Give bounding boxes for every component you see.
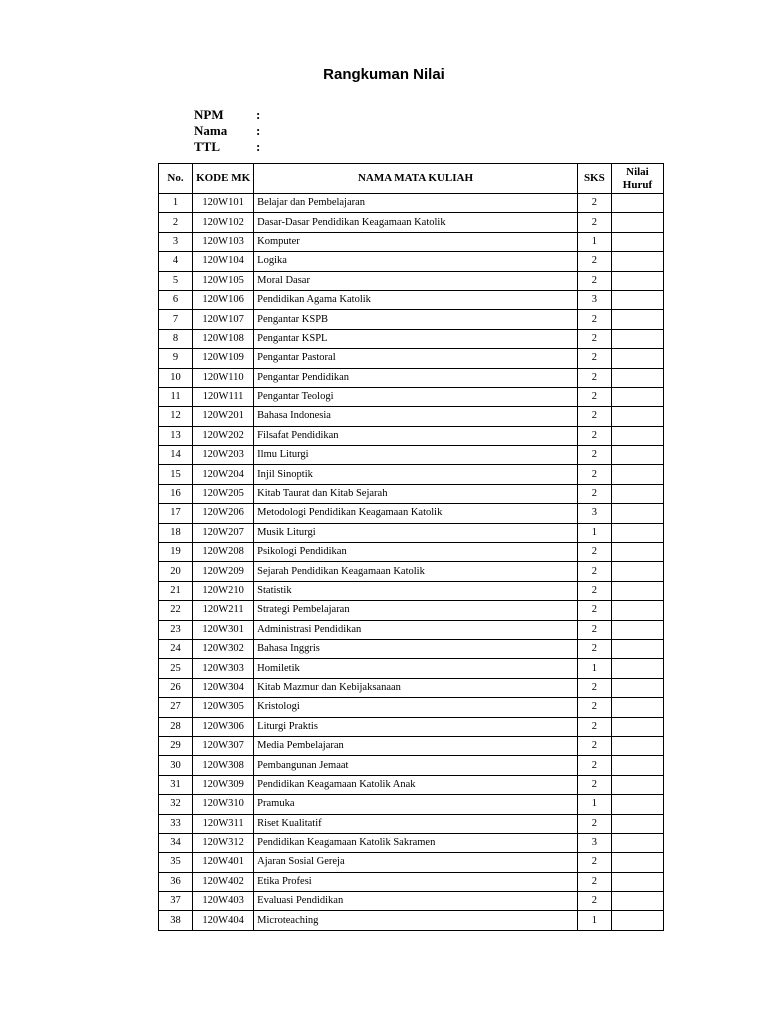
cell-no: 20: [159, 562, 193, 581]
grades-table: [158, 163, 664, 931]
cell-sks: 2: [577, 736, 611, 755]
cell-kode-mk: 120W210: [193, 581, 254, 600]
cell-kode-mk: 120W106: [193, 290, 254, 309]
cell-nama-mata-kuliah: Pengantar Pastoral: [254, 349, 578, 368]
cell-kode-mk: 120W107: [193, 310, 254, 329]
cell-nama-mata-kuliah: Ajaran Sosial Gereja: [254, 853, 578, 872]
cell-sks: 3: [577, 504, 611, 523]
cell-nilai-huruf: [611, 853, 663, 872]
cell-kode-mk: 120W401: [193, 853, 254, 872]
table-row: [159, 678, 664, 697]
cell-no: 36: [159, 872, 193, 891]
cell-kode-mk: 120W303: [193, 659, 254, 678]
cell-no: 37: [159, 892, 193, 911]
cell-sks: 2: [577, 698, 611, 717]
table-row: [159, 426, 664, 445]
info-row-ttl: [194, 139, 260, 155]
info-row-npm: [194, 107, 260, 123]
cell-nilai-huruf: [611, 504, 663, 523]
cell-nilai-huruf: [611, 620, 663, 639]
cell-sks: 1: [577, 659, 611, 678]
header-sks: SKS: [577, 164, 611, 194]
cell-kode-mk: 120W309: [193, 775, 254, 794]
table-row: [159, 775, 664, 794]
table-row: [159, 407, 664, 426]
cell-no: 9: [159, 349, 193, 368]
cell-nilai-huruf: [611, 775, 663, 794]
cell-sks: 2: [577, 872, 611, 891]
header-nilai-line1: Nilai: [626, 165, 649, 178]
cell-nama-mata-kuliah: Evaluasi Pendidikan: [254, 892, 578, 911]
cell-no: 22: [159, 601, 193, 620]
table-header-row: [159, 164, 664, 194]
cell-nilai-huruf: [611, 329, 663, 348]
cell-sks: 2: [577, 853, 611, 872]
cell-nilai-huruf: [611, 484, 663, 503]
cell-kode-mk: 120W404: [193, 911, 254, 930]
cell-nama-mata-kuliah: Homiletik: [254, 659, 578, 678]
cell-nilai-huruf: [611, 892, 663, 911]
table-row: [159, 543, 664, 562]
cell-no: 15: [159, 465, 193, 484]
table-row: [159, 601, 664, 620]
info-row-nama: [194, 123, 260, 139]
cell-kode-mk: 120W111: [193, 387, 254, 406]
cell-no: 23: [159, 620, 193, 639]
cell-sks: 2: [577, 717, 611, 736]
cell-kode-mk: 120W312: [193, 833, 254, 852]
cell-nama-mata-kuliah: Pengantar Pendidikan: [254, 368, 578, 387]
cell-nama-mata-kuliah: Kristologi: [254, 698, 578, 717]
cell-nama-mata-kuliah: Administrasi Pendidikan: [254, 620, 578, 639]
cell-nama-mata-kuliah: Liturgi Praktis: [254, 717, 578, 736]
cell-sks: 3: [577, 290, 611, 309]
cell-sks: 1: [577, 911, 611, 930]
cell-kode-mk: 120W201: [193, 407, 254, 426]
cell-nama-mata-kuliah: Statistik: [254, 581, 578, 600]
cell-no: 26: [159, 678, 193, 697]
cell-nilai-huruf: [611, 465, 663, 484]
table-row: [159, 795, 664, 814]
cell-no: 30: [159, 756, 193, 775]
cell-sks: 2: [577, 543, 611, 562]
cell-nilai-huruf: [611, 252, 663, 271]
cell-nilai-huruf: [611, 310, 663, 329]
info-label: Nama: [194, 123, 228, 138]
cell-nilai-huruf: [611, 581, 663, 600]
cell-nama-mata-kuliah: Sejarah Pendidikan Keagamaan Katolik: [254, 562, 578, 581]
cell-no: 32: [159, 795, 193, 814]
table-row: [159, 329, 664, 348]
cell-kode-mk: 120W205: [193, 484, 254, 503]
cell-sks: 2: [577, 329, 611, 348]
cell-nilai-huruf: [611, 387, 663, 406]
cell-nama-mata-kuliah: Moral Dasar: [254, 271, 578, 290]
cell-sks: 2: [577, 407, 611, 426]
cell-sks: 2: [577, 252, 611, 271]
header-no: No.: [159, 164, 193, 194]
table-row: [159, 271, 664, 290]
cell-nilai-huruf: [611, 543, 663, 562]
cell-nama-mata-kuliah: Media Pembelajaran: [254, 736, 578, 755]
cell-no: 7: [159, 310, 193, 329]
cell-sks: 2: [577, 426, 611, 445]
cell-kode-mk: 120W202: [193, 426, 254, 445]
cell-no: 5: [159, 271, 193, 290]
table-row: [159, 349, 664, 368]
cell-kode-mk: 120W211: [193, 601, 254, 620]
cell-kode-mk: 120W305: [193, 698, 254, 717]
cell-nilai-huruf: [611, 601, 663, 620]
cell-kode-mk: 120W102: [193, 213, 254, 232]
cell-nama-mata-kuliah: Injil Sinoptik: [254, 465, 578, 484]
cell-nilai-huruf: [611, 194, 663, 213]
table-row: [159, 639, 664, 658]
cell-sks: 2: [577, 581, 611, 600]
table-row: [159, 213, 664, 232]
cell-kode-mk: 120W302: [193, 639, 254, 658]
info-separator: :: [256, 107, 261, 122]
cell-kode-mk: 120W101: [193, 194, 254, 213]
cell-no: 35: [159, 853, 193, 872]
cell-sks: 2: [577, 562, 611, 581]
cell-nama-mata-kuliah: Pengantar KSPB: [254, 310, 578, 329]
header-nilai-huruf: [611, 164, 663, 194]
table-row: [159, 387, 664, 406]
cell-nama-mata-kuliah: Microteaching: [254, 911, 578, 930]
header-kode-mk: KODE MK: [193, 164, 254, 194]
cell-sks: 1: [577, 795, 611, 814]
cell-nama-mata-kuliah: Kitab Mazmur dan Kebijaksanaan: [254, 678, 578, 697]
table-row: [159, 523, 664, 542]
cell-nama-mata-kuliah: Musik Liturgi: [254, 523, 578, 542]
info-label: NPM: [194, 107, 224, 122]
cell-no: 1: [159, 194, 193, 213]
cell-sks: 2: [577, 310, 611, 329]
cell-no: 27: [159, 698, 193, 717]
cell-no: 2: [159, 213, 193, 232]
cell-nilai-huruf: [611, 717, 663, 736]
page-title: Rangkuman Nilai: [323, 66, 445, 83]
table-row: [159, 853, 664, 872]
table-row: [159, 310, 664, 329]
cell-sks: 2: [577, 194, 611, 213]
cell-sks: 2: [577, 387, 611, 406]
cell-sks: 2: [577, 601, 611, 620]
cell-kode-mk: 120W207: [193, 523, 254, 542]
cell-no: 21: [159, 581, 193, 600]
cell-nama-mata-kuliah: Pengantar Teologi: [254, 387, 578, 406]
cell-no: 34: [159, 833, 193, 852]
cell-nama-mata-kuliah: Kitab Taurat dan Kitab Sejarah: [254, 484, 578, 503]
cell-nilai-huruf: [611, 659, 663, 678]
table-row: [159, 484, 664, 503]
cell-nama-mata-kuliah: Komputer: [254, 232, 578, 251]
cell-sks: 2: [577, 678, 611, 697]
cell-sks: 1: [577, 523, 611, 542]
cell-nilai-huruf: [611, 698, 663, 717]
cell-nama-mata-kuliah: Pendidikan Agama Katolik: [254, 290, 578, 309]
info-separator: :: [256, 139, 261, 154]
cell-kode-mk: 120W304: [193, 678, 254, 697]
cell-sks: 2: [577, 892, 611, 911]
cell-kode-mk: 120W110: [193, 368, 254, 387]
cell-no: 12: [159, 407, 193, 426]
cell-nilai-huruf: [611, 290, 663, 309]
cell-no: 4: [159, 252, 193, 271]
cell-nilai-huruf: [611, 407, 663, 426]
cell-nama-mata-kuliah: Pendidikan Keagamaan Katolik Sakramen: [254, 833, 578, 852]
cell-no: 28: [159, 717, 193, 736]
cell-sks: 2: [577, 775, 611, 794]
cell-no: 10: [159, 368, 193, 387]
cell-kode-mk: 120W109: [193, 349, 254, 368]
cell-sks: 2: [577, 368, 611, 387]
cell-nilai-huruf: [611, 814, 663, 833]
cell-sks: 2: [577, 349, 611, 368]
cell-kode-mk: 120W105: [193, 271, 254, 290]
cell-nilai-huruf: [611, 756, 663, 775]
cell-nama-mata-kuliah: Riset Kualitatif: [254, 814, 578, 833]
table-row: [159, 562, 664, 581]
cell-sks: 1: [577, 232, 611, 251]
cell-kode-mk: 120W402: [193, 872, 254, 891]
cell-nilai-huruf: [611, 446, 663, 465]
cell-sks: 3: [577, 833, 611, 852]
cell-nama-mata-kuliah: Belajar dan Pembelajaran: [254, 194, 578, 213]
cell-nama-mata-kuliah: Pembangunan Jemaat: [254, 756, 578, 775]
table-row: [159, 465, 664, 484]
cell-no: 24: [159, 639, 193, 658]
table-row: [159, 756, 664, 775]
cell-no: 14: [159, 446, 193, 465]
cell-kode-mk: 120W311: [193, 814, 254, 833]
cell-kode-mk: 120W104: [193, 252, 254, 271]
cell-no: 18: [159, 523, 193, 542]
cell-nama-mata-kuliah: Strategi Pembelajaran: [254, 601, 578, 620]
table-row: [159, 872, 664, 891]
cell-sks: 2: [577, 620, 611, 639]
cell-nama-mata-kuliah: Bahasa Indonesia: [254, 407, 578, 426]
cell-nama-mata-kuliah: Ilmu Liturgi: [254, 446, 578, 465]
cell-sks: 2: [577, 271, 611, 290]
cell-kode-mk: 120W103: [193, 232, 254, 251]
cell-sks: 2: [577, 814, 611, 833]
cell-nilai-huruf: [611, 872, 663, 891]
cell-nilai-huruf: [611, 271, 663, 290]
header-nama-mata-kuliah: NAMA MATA KULIAH: [254, 164, 578, 194]
cell-nilai-huruf: [611, 736, 663, 755]
header-nilai-line2: Huruf: [622, 178, 653, 191]
cell-nama-mata-kuliah: Etika Profesi: [254, 872, 578, 891]
cell-kode-mk: 120W310: [193, 795, 254, 814]
table-row: [159, 252, 664, 271]
table-row: [159, 698, 664, 717]
cell-sks: 2: [577, 446, 611, 465]
cell-nilai-huruf: [611, 795, 663, 814]
cell-kode-mk: 120W307: [193, 736, 254, 755]
cell-no: 33: [159, 814, 193, 833]
cell-no: 25: [159, 659, 193, 678]
table-row: [159, 892, 664, 911]
cell-no: 8: [159, 329, 193, 348]
table-row: [159, 717, 664, 736]
table-row: [159, 290, 664, 309]
cell-no: 13: [159, 426, 193, 445]
table-row: [159, 368, 664, 387]
cell-kode-mk: 120W206: [193, 504, 254, 523]
table-row: [159, 232, 664, 251]
cell-kode-mk: 120W108: [193, 329, 254, 348]
cell-kode-mk: 120W208: [193, 543, 254, 562]
table-body: [159, 194, 664, 931]
cell-no: 17: [159, 504, 193, 523]
cell-nilai-huruf: [611, 349, 663, 368]
table-row: [159, 814, 664, 833]
cell-nama-mata-kuliah: Dasar-Dasar Pendidikan Keagamaan Katolik: [254, 213, 578, 232]
cell-no: 38: [159, 911, 193, 930]
cell-sks: 2: [577, 465, 611, 484]
cell-nama-mata-kuliah: Pengantar KSPL: [254, 329, 578, 348]
cell-kode-mk: 120W203: [193, 446, 254, 465]
cell-sks: 2: [577, 639, 611, 658]
cell-nilai-huruf: [611, 911, 663, 930]
cell-kode-mk: 120W209: [193, 562, 254, 581]
table-row: [159, 581, 664, 600]
cell-nilai-huruf: [611, 678, 663, 697]
cell-nama-mata-kuliah: Metodologi Pendidikan Keagamaan Katolik: [254, 504, 578, 523]
cell-nama-mata-kuliah: Psikologi Pendidikan: [254, 543, 578, 562]
info-separator: :: [256, 123, 261, 138]
cell-kode-mk: 120W308: [193, 756, 254, 775]
table-row: [159, 194, 664, 213]
cell-nama-mata-kuliah: Filsafat Pendidikan: [254, 426, 578, 445]
table-row: [159, 504, 664, 523]
cell-sks: 2: [577, 484, 611, 503]
table-row: [159, 911, 664, 930]
cell-no: 16: [159, 484, 193, 503]
cell-no: 6: [159, 290, 193, 309]
cell-kode-mk: 120W403: [193, 892, 254, 911]
cell-nama-mata-kuliah: Bahasa Inggris: [254, 639, 578, 658]
table-row: [159, 833, 664, 852]
cell-nama-mata-kuliah: Logika: [254, 252, 578, 271]
cell-nilai-huruf: [611, 232, 663, 251]
cell-nilai-huruf: [611, 833, 663, 852]
cell-nilai-huruf: [611, 213, 663, 232]
cell-no: 11: [159, 387, 193, 406]
cell-nama-mata-kuliah: Pendidikan Keagamaan Katolik Anak: [254, 775, 578, 794]
table-row: [159, 620, 664, 639]
cell-no: 3: [159, 232, 193, 251]
cell-nilai-huruf: [611, 639, 663, 658]
cell-nama-mata-kuliah: Pramuka: [254, 795, 578, 814]
cell-nilai-huruf: [611, 562, 663, 581]
cell-sks: 2: [577, 756, 611, 775]
info-label: TTL: [194, 139, 221, 154]
cell-nilai-huruf: [611, 368, 663, 387]
cell-no: 19: [159, 543, 193, 562]
cell-kode-mk: 120W301: [193, 620, 254, 639]
student-info: [194, 107, 260, 155]
cell-kode-mk: 120W204: [193, 465, 254, 484]
cell-kode-mk: 120W306: [193, 717, 254, 736]
cell-no: 31: [159, 775, 193, 794]
table-row: [159, 446, 664, 465]
cell-nilai-huruf: [611, 426, 663, 445]
cell-no: 29: [159, 736, 193, 755]
cell-nilai-huruf: [611, 523, 663, 542]
table-row: [159, 736, 664, 755]
table-row: [159, 659, 664, 678]
cell-sks: 2: [577, 213, 611, 232]
